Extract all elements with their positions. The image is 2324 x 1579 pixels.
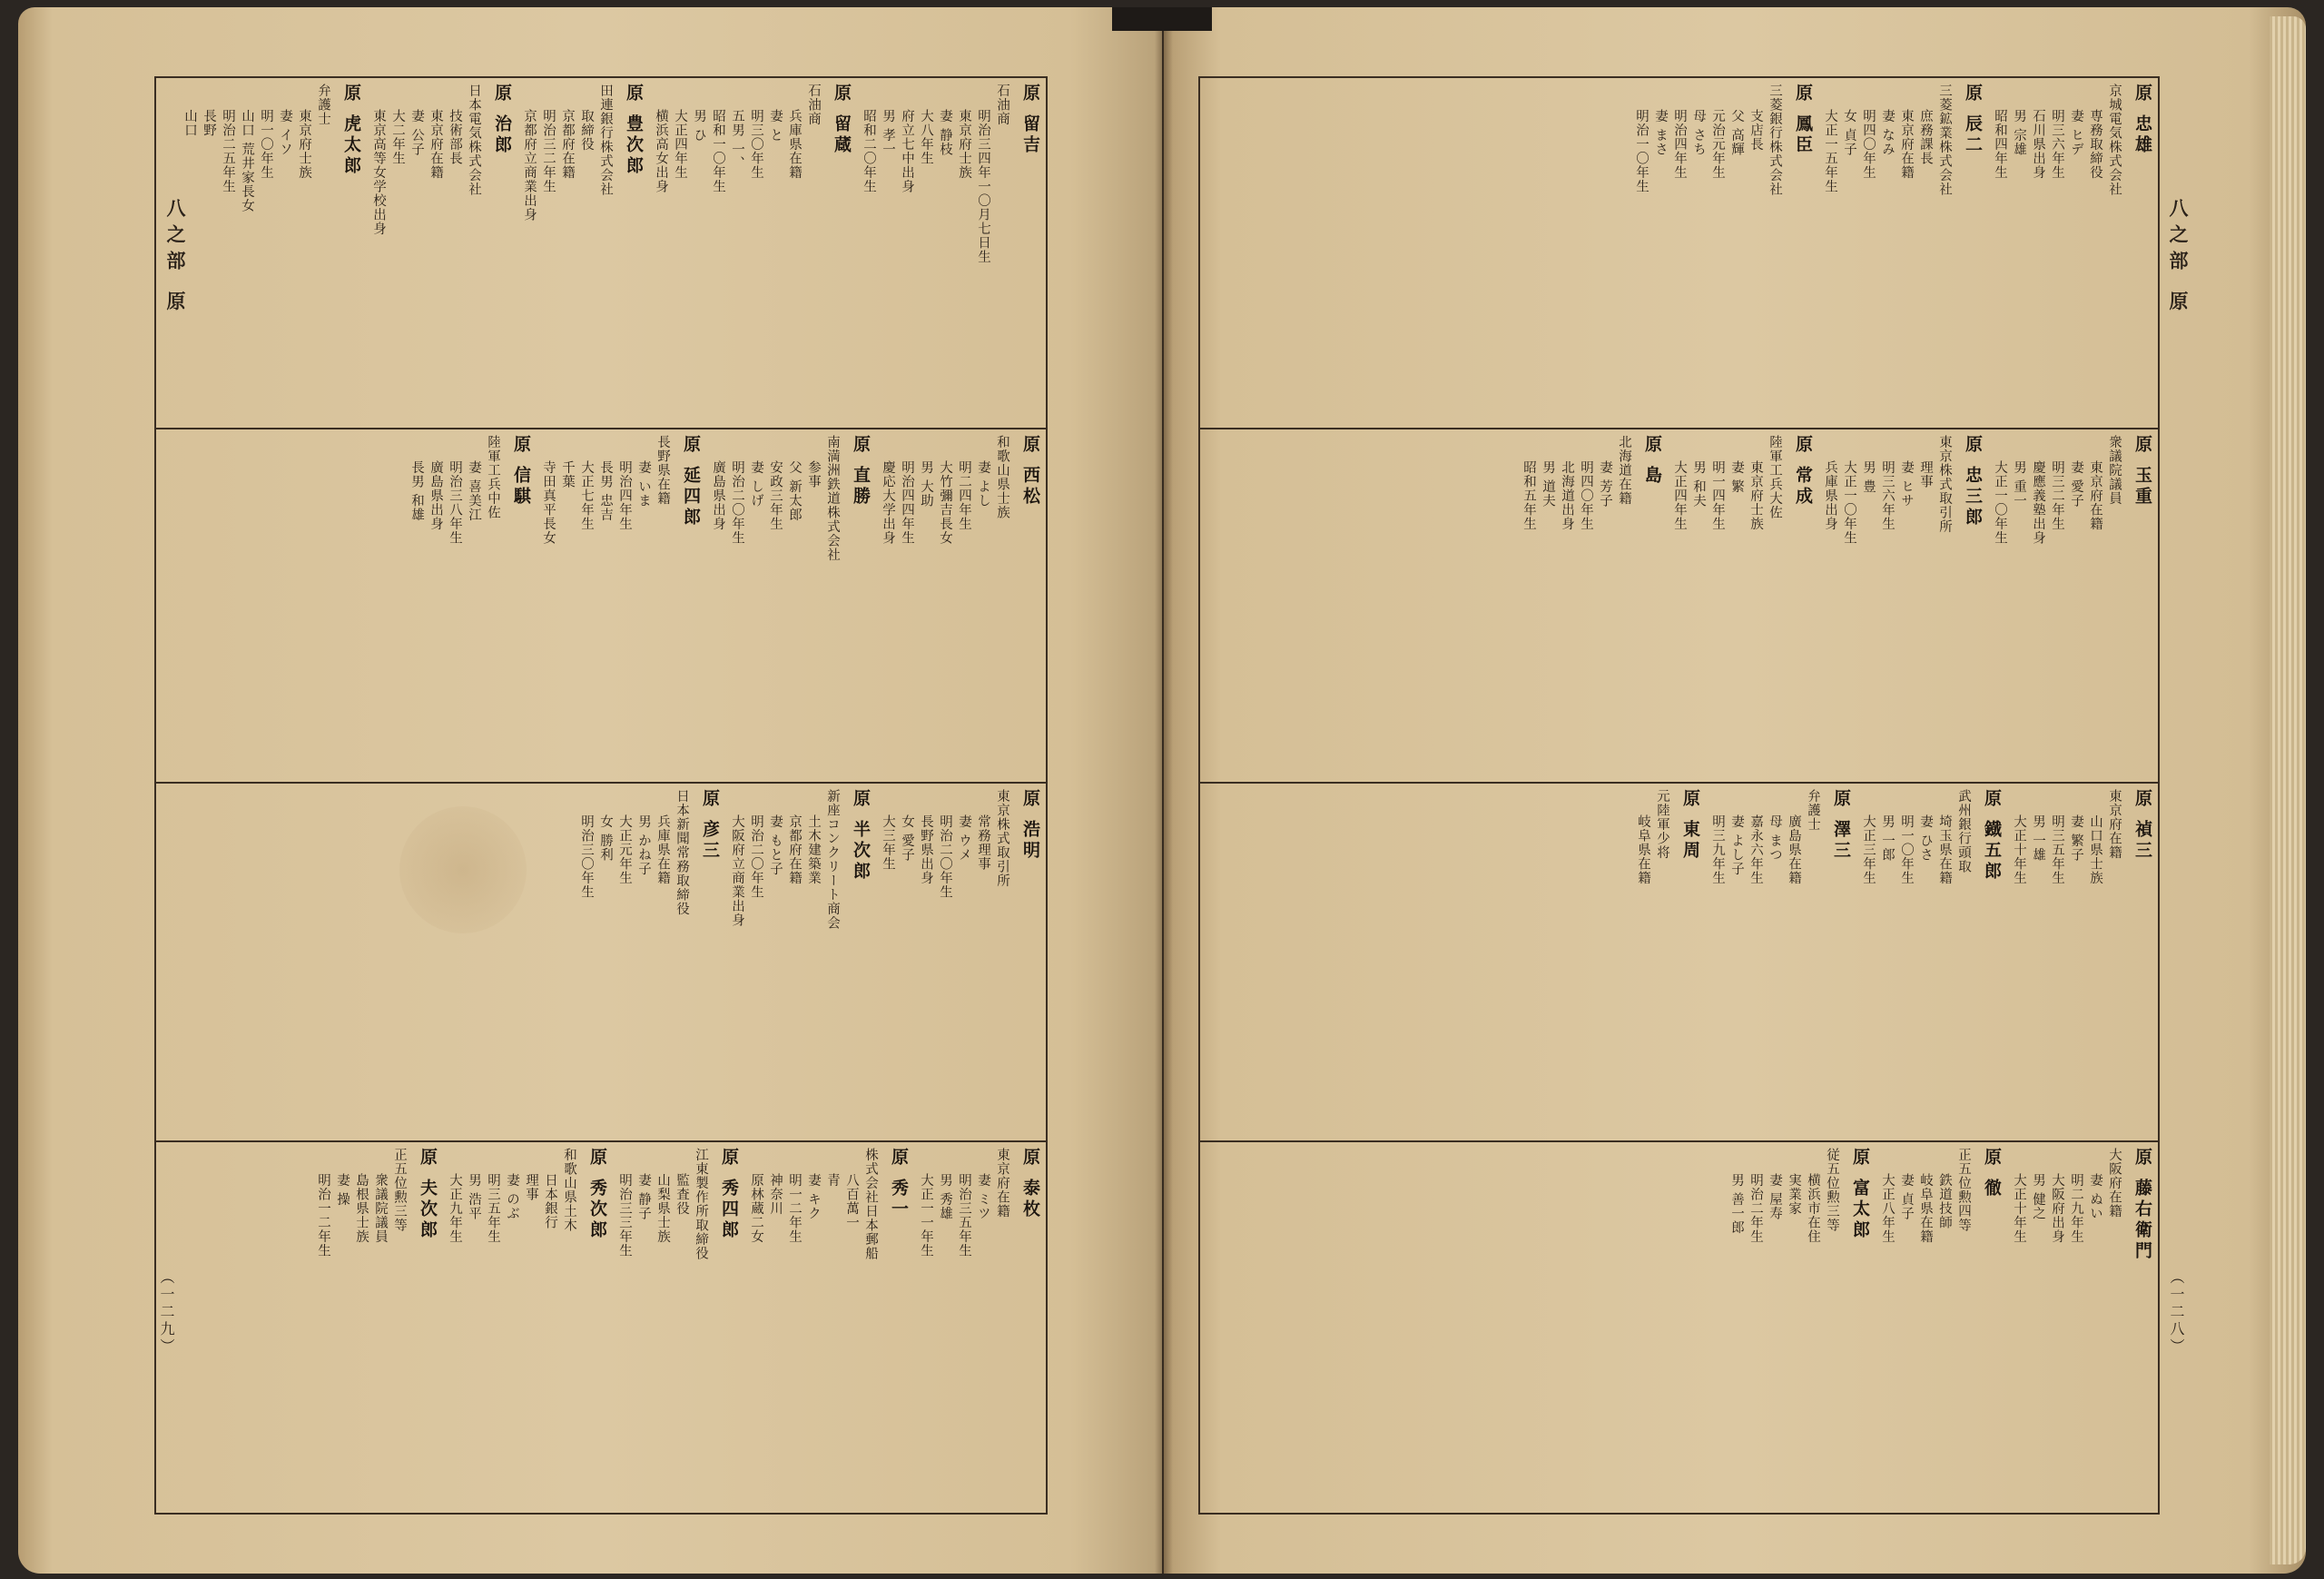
entry-text-line: 妻 ヒサ	[1899, 460, 1914, 508]
entry-text-line: 妻 もと子	[768, 814, 783, 876]
entry-text-line: 明治三二年生	[541, 109, 556, 193]
entry-text-line: 明治二五年生	[221, 109, 235, 193]
entry-name: 原 豊次郎	[624, 84, 644, 177]
entry-name: 原 藤右衛門	[2132, 1148, 2152, 1262]
right-entry-grid	[1198, 76, 2160, 1515]
entry-text-line: 八百萬一	[844, 1173, 859, 1229]
entry-name: 原 治郎	[492, 84, 512, 156]
entry-text-line: 妻 キク	[806, 1173, 821, 1221]
entry-text-line: 大正一一年生	[919, 1173, 933, 1258]
entry-name: 原 鐡五郎	[1982, 789, 2002, 883]
entry-text-line: 妻 貞子	[1899, 1173, 1914, 1221]
entry-text-line: 武州銀行頭取	[1956, 789, 1971, 873]
entry-text-line: 庶務課長	[1918, 109, 1933, 165]
entry-text-line: 大二年生	[390, 109, 405, 165]
entry-text-line: 妻 なみ	[1880, 109, 1895, 157]
entry-name: 原 富太郎	[1850, 1148, 1870, 1241]
entry-text-line: 明治四年生	[617, 460, 632, 531]
entry-text-line: 廣島県出身	[428, 460, 443, 531]
entry-name: 原 泰枚	[1020, 1148, 1040, 1220]
entry-name: 原 秀次郎	[587, 1148, 607, 1241]
entry-text-line: 明治三八年生	[448, 460, 462, 545]
entry-text-line: 大正八年生	[1880, 1173, 1895, 1244]
entry-text-line: 東京府士族	[1748, 460, 1763, 531]
entry-text-line: 元治元年生	[1710, 109, 1725, 180]
entry-text-line: 男 大助	[919, 460, 933, 508]
entry-text-line: 父 新太郎	[787, 460, 802, 522]
entry-name: 原 半次郎	[851, 789, 871, 883]
entry-text-line: 岐阜県在籍	[1918, 1173, 1933, 1244]
entry-name: 原 秀一	[889, 1148, 909, 1220]
left-band	[156, 784, 1046, 1140]
entry-text-line: 嘉永六年生	[1748, 814, 1763, 885]
entry-text-line: 東京高等女学校出身	[371, 109, 386, 236]
entry-name: 原 直勝	[851, 435, 871, 508]
entry-text-line: 日本新聞常務取締役	[675, 789, 689, 916]
entry-text-line: 監査役	[675, 1173, 689, 1216]
left-band	[156, 1142, 1046, 1511]
right-band	[1200, 1142, 2158, 1511]
entry-text-line: 男 一郎	[1880, 814, 1895, 863]
entry-text-line: 明治四年生	[1672, 109, 1687, 180]
entry-text-line: 安政三年生	[768, 460, 783, 531]
entry-text-line: 明一〇年生	[1899, 814, 1914, 885]
entry-text-line: 昭和一〇年生	[711, 109, 725, 193]
entry-text-line: 妻 愛子	[2069, 460, 2083, 508]
entry-name: 原 西松	[1020, 435, 1040, 508]
entry-text-line: 江東製作所取締役	[694, 1148, 708, 1260]
entry-name: 原 秀四郎	[719, 1148, 739, 1241]
entry-text-line: 妻 静子	[636, 1173, 651, 1221]
left-entry-grid	[154, 76, 1048, 1515]
entry-text-line: 石川県出身	[2031, 109, 2045, 180]
entry-text-line: 大阪府在籍	[2107, 1148, 2122, 1219]
entry-text-line: 昭和五年生	[1521, 460, 1536, 531]
entry-name: 原 浩明	[1020, 789, 1040, 862]
entry-text-line: 大三年生	[881, 814, 895, 871]
right-folio: （一二八）	[2168, 1269, 2185, 1356]
entry-text-line: 明一二年生	[787, 1173, 802, 1244]
entry-text-line: 明三六年生	[1880, 460, 1895, 531]
entry-text-line: 大竹彌吉長女	[938, 460, 952, 545]
entry-text-line: 兵庫県在籍	[787, 109, 802, 180]
entry-text-line: 京城電気株式会社	[2107, 84, 2122, 196]
right-band	[1200, 429, 2158, 782]
entry-text-line: 慶應義塾出身	[2031, 460, 2045, 545]
entry-text-line: 青	[825, 1173, 840, 1188]
entry-text-line: 三菱鉱業株式会社	[1937, 84, 1952, 196]
entry-text-line: 明三〇年生	[749, 109, 763, 180]
entry-text-line: 山口県士族	[2088, 814, 2102, 885]
entry-text-line: 長野県出身	[919, 814, 933, 885]
entry-text-line: 大正一〇年生	[1993, 460, 2007, 545]
entry-text-line: 大正四年生	[673, 109, 687, 180]
entry-text-line: 京都府在籍	[787, 814, 802, 885]
entry-text-line: 昭和四年生	[1993, 109, 2007, 180]
entry-text-line: 妻 操	[335, 1173, 350, 1207]
entry-text-line: 横浜市在住	[1806, 1173, 1820, 1244]
entry-text-line: 妻 屋寿	[1768, 1173, 1782, 1221]
left-band	[156, 78, 1046, 428]
entry-text-line: 妻 ぬい	[2088, 1173, 2102, 1221]
entry-text-line: 妻 ヒデ	[2069, 109, 2083, 157]
entry-text-line: 岐阜県在籍	[1636, 814, 1650, 885]
entry-text-line: 慶応大学出身	[881, 460, 895, 545]
entry-text-line: 明三二年生	[2050, 460, 2064, 531]
entry-text-line: 衆議院議員	[373, 1173, 388, 1244]
entry-text-line: 明四〇年生	[1861, 109, 1876, 180]
entry-text-line: 男 重一	[2012, 460, 2026, 508]
entry-text-line: 大阪府出身	[2050, 1173, 2064, 1244]
entry-text-line: 埼玉県在籍	[1937, 814, 1952, 885]
entry-text-line: 大正一五年生	[1823, 109, 1837, 193]
entry-text-line: 衆議院議員	[2107, 435, 2122, 506]
spine-shadow	[1112, 7, 1212, 31]
entry-text-line: 東京株式取引所	[1937, 435, 1952, 534]
entry-text-line: 山梨県士族	[655, 1173, 670, 1244]
entry-text-line: 明治三四年一〇月七日生	[976, 109, 990, 264]
entry-text-line: 取締役	[579, 109, 594, 152]
entry-text-line: 理事	[524, 1173, 538, 1201]
entry-text-line: 妻 芳子	[1598, 460, 1612, 508]
entry-name: 原 夫次郎	[418, 1148, 438, 1241]
entry-text-line: 明治二〇年生	[730, 460, 744, 545]
entry-text-line: 参事	[806, 460, 821, 489]
entry-text-line: 東京株式取引所	[995, 789, 1009, 888]
entry-text-line: 男 秀雄	[938, 1173, 952, 1221]
entry-text-line: 女 貞子	[1842, 109, 1856, 157]
entry-text-line: 長野県在籍	[655, 435, 670, 506]
entry-text-line: 大正十年生	[2012, 814, 2026, 885]
entry-name: 原 禎三	[2132, 789, 2152, 862]
entry-text-line: 明二四年生	[957, 460, 971, 531]
entry-text-line: 山口	[182, 109, 197, 137]
entry-text-line: 男 善一郎	[1729, 1173, 1744, 1235]
entry-text-line: 妻 しげ	[749, 460, 763, 508]
entry-text-line: 島根県士族	[354, 1173, 369, 1244]
right-running-head: 八之部 原	[2167, 198, 2190, 318]
entry-text-line: 実業家	[1787, 1173, 1801, 1216]
entry-text-line: 明一〇年生	[259, 109, 273, 180]
entry-text-line: 男 豊	[1861, 460, 1876, 494]
entry-text-line: 専務取締役	[2088, 109, 2102, 180]
entry-text-line: 男 和夫	[1691, 460, 1706, 508]
entry-text-line: 妻 のぶ	[505, 1173, 519, 1221]
left-running-head: 八之部 原	[164, 198, 187, 318]
book-gutter	[1155, 7, 1173, 1574]
entry-text-line: 父 高輝	[1729, 109, 1744, 157]
entry-text-line: 和歌山県士族	[995, 435, 1009, 519]
entry-name: 原 虎太郎	[341, 84, 361, 177]
entry-text-line: 寺田真平長女	[541, 460, 556, 545]
open-book	[18, 7, 2306, 1574]
entry-text-line: 東京府在籍	[1899, 109, 1914, 180]
entry-text-line: 妻 ミツ	[976, 1173, 990, 1221]
entry-text-line: 大正元年生	[617, 814, 632, 885]
entry-name: 原 島	[1642, 435, 1662, 487]
entry-name: 原 彦三	[700, 789, 720, 862]
entry-text-line: 日本電気株式会社	[467, 84, 481, 196]
entry-text-line: 男 道夫	[1541, 460, 1555, 508]
entry-name: 原 玉重	[2132, 435, 2152, 508]
entry-text-line: 母 まつ	[1768, 814, 1782, 863]
entry-text-line: 妻 ひさ	[1918, 814, 1933, 863]
entry-name: 原 常成	[1793, 435, 1813, 508]
entry-text-line: 東京府士族	[297, 109, 311, 180]
entry-text-line: 女 愛子	[900, 814, 914, 863]
right-band	[1200, 784, 2158, 1140]
entry-name: 原 留蔵	[832, 84, 852, 156]
entry-text-line: 東京府在籍	[995, 1148, 1009, 1219]
entry-text-line: 理事	[1918, 460, 1933, 489]
entry-text-line: 土木建築業	[806, 814, 821, 885]
entry-text-line: 新座コンクリート商会	[825, 789, 840, 930]
entry-text-line: 大正三年生	[1861, 814, 1876, 885]
entry-text-line: 明三九年生	[1710, 814, 1725, 885]
entry-text-line: 和歌山県土木	[562, 1148, 576, 1232]
entry-text-line: 明三五年生	[486, 1173, 500, 1244]
left-band	[156, 429, 1046, 782]
entry-text-line: 大正四年生	[1672, 460, 1687, 531]
entry-text-line: 長男 忠吉	[598, 460, 613, 522]
entry-text-line: 廣島県出身	[711, 460, 725, 531]
entry-text-line: 長野	[202, 109, 216, 137]
entry-text-line: 北海道在籍	[1617, 435, 1631, 506]
entry-text-line: 鉄道技師	[1937, 1173, 1952, 1229]
entry-text-line: 明二九年生	[2069, 1173, 2083, 1244]
entry-text-line: 廣島県在籍	[1787, 814, 1801, 885]
entry-text-line: 南満洲鉄道株式会社	[825, 435, 840, 562]
entry-text-line: 田連銀行株式会社	[598, 84, 613, 196]
entry-name: 原 澤三	[1831, 789, 1851, 862]
entry-text-line: 常務理事	[976, 814, 990, 871]
entry-text-line: 女 勝利	[598, 814, 613, 863]
entry-text-line: 千葉	[560, 460, 575, 489]
entry-text-line: 京都府在籍	[560, 109, 575, 180]
entry-text-line: 原林蔵二女	[749, 1173, 763, 1244]
entry-text-line: 妻 公子	[409, 109, 424, 157]
entry-text-line: 男 宗雄	[2012, 109, 2026, 157]
entry-text-line: 北海道出身	[1560, 460, 1574, 531]
left-page	[18, 7, 1162, 1574]
entry-text-line: 東京府士族	[957, 109, 971, 180]
entry-text-line: 神奈川	[768, 1173, 783, 1216]
entry-text-line: 明治四四年生	[900, 460, 914, 545]
entry-text-line: 大正七年生	[579, 460, 594, 531]
paper-stain	[399, 806, 527, 933]
entry-text-line: 従五位勲三等	[1825, 1148, 1839, 1232]
entry-text-line: 大正十年生	[2012, 1173, 2026, 1244]
entry-text-line: 元陸軍少将	[1655, 789, 1669, 860]
entry-text-line: 妻 まさ	[1653, 109, 1668, 157]
entry-text-line: 明三六年生	[2050, 109, 2064, 180]
entry-text-line: 明三五年生	[2050, 814, 2064, 885]
entry-text-line: 技術部長	[448, 109, 462, 165]
entry-text-line: 明治二〇年生	[749, 814, 763, 899]
entry-text-line: 三菱銀行株式会社	[1768, 84, 1782, 196]
entry-text-line: 山口 荒井家長女	[240, 109, 254, 213]
entry-text-line: 陸軍工兵大佐	[1768, 435, 1782, 519]
entry-text-line: 兵庫県在籍	[655, 814, 670, 885]
entry-text-line: 昭和二〇年生	[862, 109, 876, 193]
entry-text-line: 明一四年生	[1710, 460, 1725, 531]
entry-text-line: 大正一〇年生	[1842, 460, 1856, 545]
entry-text-line: 明治一〇年生	[1634, 109, 1649, 193]
entry-text-line: 妻 よし	[976, 460, 990, 508]
page-edge-stack	[2270, 16, 2306, 1564]
entry-text-line: 男 かね子	[636, 814, 651, 876]
entry-text-line: 妻 静枝	[938, 109, 952, 157]
entry-text-line: 男 健之	[2031, 1173, 2045, 1221]
entry-text-line: 東京府在籍	[2088, 460, 2102, 531]
entry-text-line: 五男 一、	[730, 109, 744, 171]
entry-text-line: 府立七中出身	[900, 109, 914, 193]
entry-name: 原 忠雄	[2132, 84, 2152, 156]
entry-text-line: 妻 喜美江	[467, 460, 481, 522]
entry-text-line: 陸軍工兵中佐	[486, 435, 500, 519]
entry-text-line: 長男 和雄	[409, 460, 424, 522]
entry-text-line: 妻 ウメ	[957, 814, 971, 863]
entry-text-line: 支店長	[1748, 109, 1763, 152]
entry-text-line: 石油商	[995, 84, 1009, 126]
entry-text-line: 正五位勲三等	[392, 1148, 407, 1232]
entry-text-line: 母 さち	[1691, 109, 1706, 157]
entry-name: 原 鳳臣	[1793, 84, 1813, 156]
entry-name: 原 徹	[1982, 1148, 2002, 1199]
entry-name: 原 東周	[1680, 789, 1700, 862]
right-band	[1200, 78, 2158, 428]
entry-text-line: 正五位勲四等	[1956, 1148, 1971, 1232]
entry-text-line: 妻 イソ	[278, 109, 292, 157]
entry-text-line: 大阪府立商業出身	[730, 814, 744, 927]
entry-text-line: 株式会社日本郵船	[863, 1148, 878, 1260]
entry-name: 原 忠三郎	[1963, 435, 1983, 528]
entry-text-line: 日本銀行	[543, 1173, 557, 1229]
entry-text-line: 弁護士	[1806, 789, 1820, 832]
entry-text-line: 横浜高女出身	[654, 109, 668, 193]
entry-name: 原 信騏	[511, 435, 531, 508]
entry-text-line: 大八年生	[919, 109, 933, 165]
entry-text-line: 明治三〇年生	[579, 814, 594, 899]
entry-text-line: 妻 と	[768, 109, 783, 143]
entry-text-line: 東京府在籍	[428, 109, 443, 180]
entry-text-line: 男 一雄	[2031, 814, 2045, 863]
entry-name: 原 辰二	[1963, 84, 1983, 156]
entry-text-line: 男 孝一	[881, 109, 895, 157]
entry-text-line: 明四〇年生	[1579, 460, 1593, 531]
right-page	[1164, 7, 2306, 1574]
entry-text-line: 妻 繁子	[2069, 814, 2083, 863]
left-folio: （一二九）	[158, 1269, 175, 1356]
entry-text-line: 京都府立商業出身	[522, 109, 537, 222]
entry-name: 原 延四郎	[681, 435, 701, 528]
entry-text-line: 兵庫県出身	[1823, 460, 1837, 531]
entry-text-line: 明治三三年生	[617, 1173, 632, 1258]
entry-name: 原 留吉	[1020, 84, 1040, 156]
entry-text-line: 妻 よし子	[1729, 814, 1744, 876]
entry-text-line: 東京府在籍	[2107, 789, 2122, 860]
entry-text-line: 明治三五年生	[957, 1173, 971, 1258]
entry-text-line: 妻 繁	[1729, 460, 1744, 494]
entry-text-line: 明治二〇年生	[938, 814, 952, 899]
entry-text-line: 明治一二年生	[316, 1173, 330, 1258]
entry-text-line: 弁護士	[316, 84, 330, 126]
entry-text-line: 妻 いま	[636, 460, 651, 508]
entry-text-line: 男 浩平	[467, 1173, 481, 1221]
entry-text-line: 明治二年生	[1748, 1173, 1763, 1244]
entry-text-line: 男 ひ	[692, 109, 706, 143]
entry-text-line: 大正九年生	[448, 1173, 462, 1244]
entry-text-line: 石油商	[806, 84, 821, 126]
